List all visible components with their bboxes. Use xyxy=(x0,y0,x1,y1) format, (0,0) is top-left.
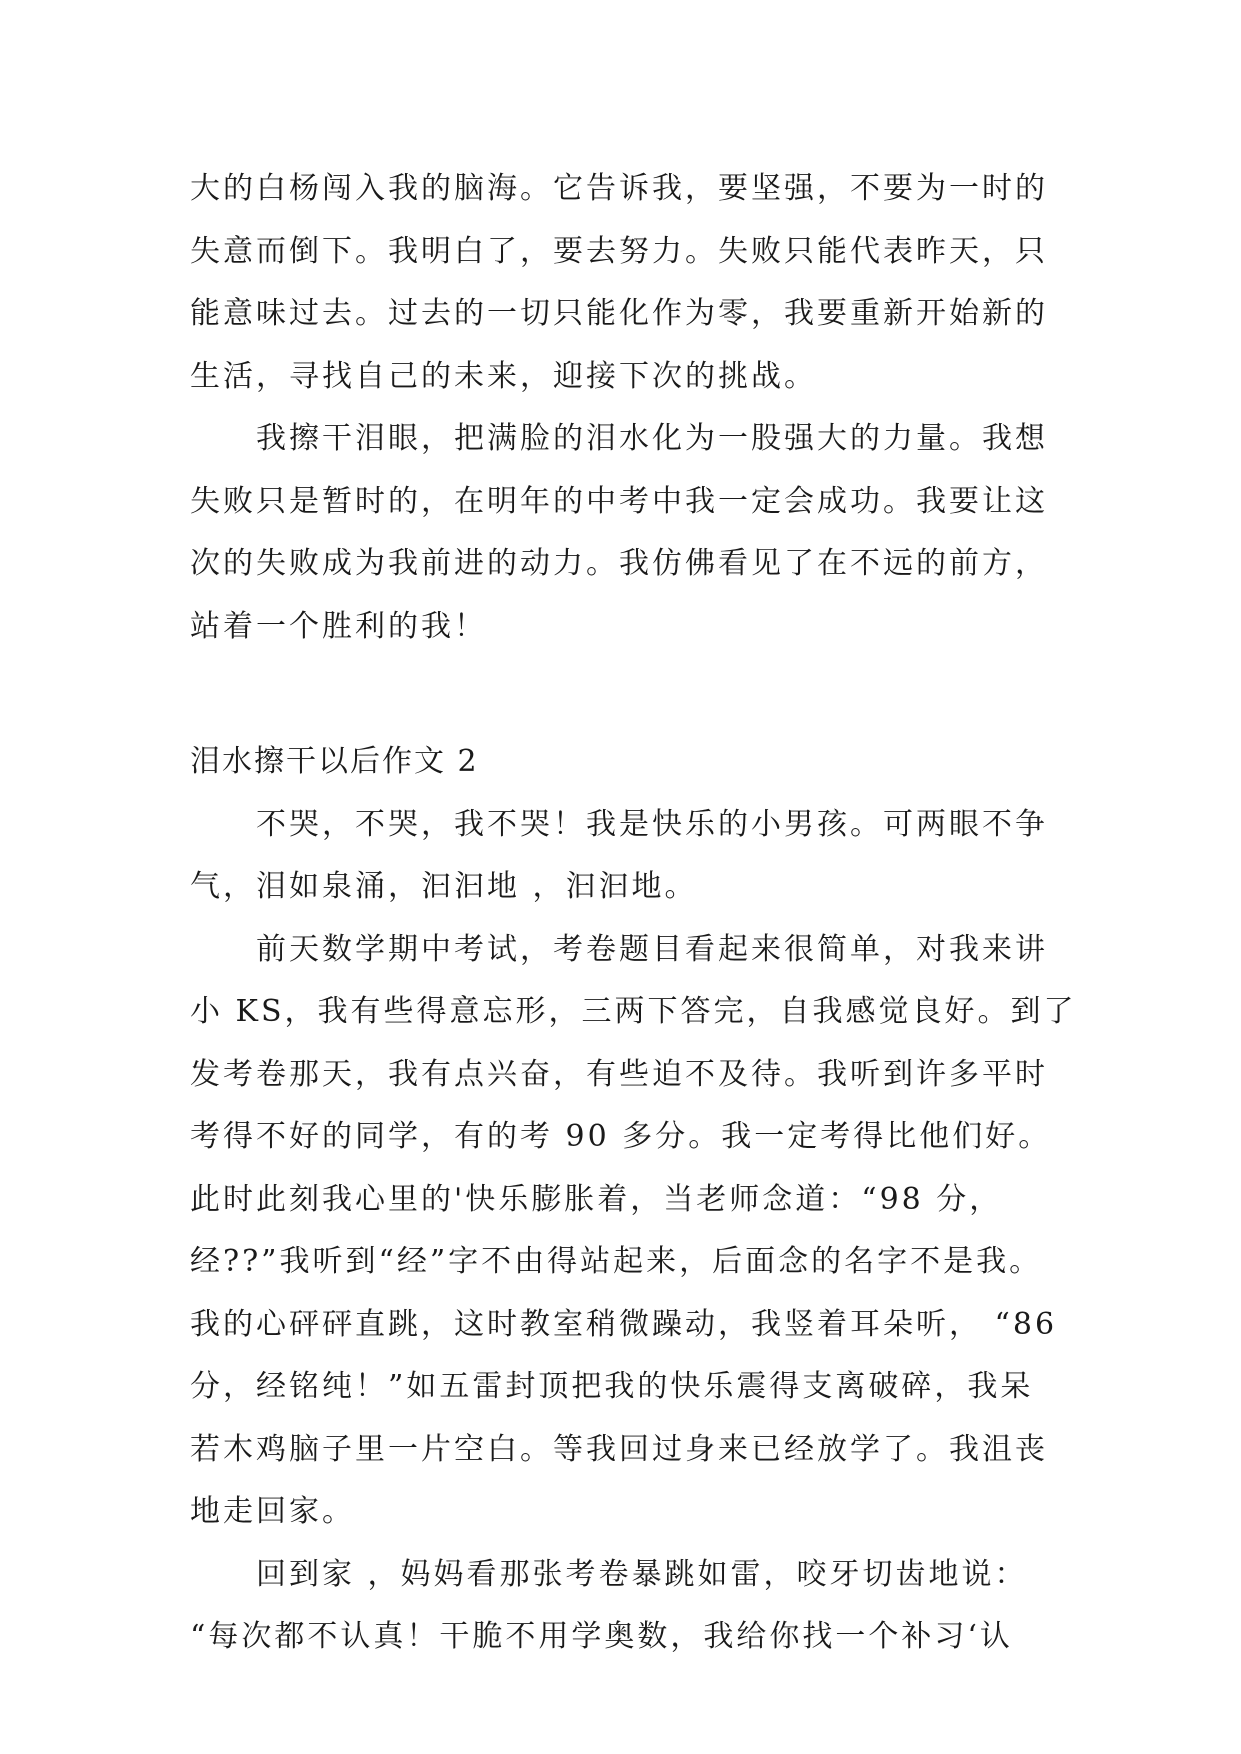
paragraph xyxy=(190,1544,1052,1669)
text-line: 此时此刻我心里的'快乐膨胀着，当老师念道：“98 分， xyxy=(190,1181,1003,1217)
text-line: 站着一个胜利的我！ xyxy=(190,608,487,644)
paragraph xyxy=(190,408,1052,658)
paragraph xyxy=(190,919,1077,1544)
paragraph xyxy=(190,158,1052,408)
text-line: 次的失败成为我前进的动力。我仿佛看见了在不远的前方， xyxy=(190,546,1048,581)
text-line: 我擦干泪眼，把满脸的泪水化为一股强大的力量。我想 xyxy=(256,421,1048,456)
text-line: 不哭，不哭，我不哭！我是快乐的小男孩。可两眼不争 xyxy=(256,806,1048,842)
text-line: 大的白杨闯入我的脑海。它告诉我，要坚强，不要为一时的 xyxy=(190,171,1048,206)
text-line: 失意而倒下。我明白了，要去努力。失败只能代表昨天，只 xyxy=(190,233,1048,269)
text-line: 回到家 ，妈妈看那张考卷暴跳如雷，咬牙切齿地说： xyxy=(256,1556,1028,1592)
text-line: 我的心砰砰直跳，这时教室稍微躁动，我竖着耳朵听， “86 xyxy=(190,1306,1058,1342)
text-line: “每次都不认真！干脆不用学奥数，我给你找一个补习‘认 xyxy=(190,1619,1013,1654)
text-line: 失败只是暂时的，在明年的中考中我一定会成功。我要让这 xyxy=(190,483,1048,519)
text-line: 生活，寻找自己的未来，迎接下次的挑战。 xyxy=(190,358,817,394)
text-line: 发考卷那天，我有点兴奋，有些迫不及待。我听到许多平时 xyxy=(190,1056,1048,1092)
section-heading: 泪水擦干以后作文 2 xyxy=(190,744,479,779)
text-line: 若木鸡脑子里一片空白。等我回过身来已经放学了。我沮丧 xyxy=(190,1431,1048,1467)
paragraph xyxy=(190,794,1052,919)
text-line: 考得不好的同学，有的考 90 多分。我一定考得比他们好。 xyxy=(190,1119,1052,1154)
text-line: 气，泪如泉涌，汩汩地 ，汩汩地。 xyxy=(190,869,698,904)
text-line: 前天数学期中考试，考卷题目看起来很简单，对我来讲 xyxy=(256,931,1048,967)
text-line: 分，经铭纯！”如五雷封顶把我的快乐震得支离破碎，我呆 xyxy=(190,1369,1034,1404)
text-line: 地走回家。 xyxy=(190,1494,355,1529)
document-body xyxy=(190,158,1077,1669)
text-line: 能意味过去。过去的一切只能化作为零，我要重新开始新的 xyxy=(190,296,1048,331)
text-line: 小 KS，我有些得意忘形，三两下答完，自我感觉良好。到了 xyxy=(190,994,1077,1029)
text-line: 经??”我听到“经”字不由得站起来，后面念的名字不是我。 xyxy=(190,1244,1043,1279)
section-gap xyxy=(190,658,1052,731)
